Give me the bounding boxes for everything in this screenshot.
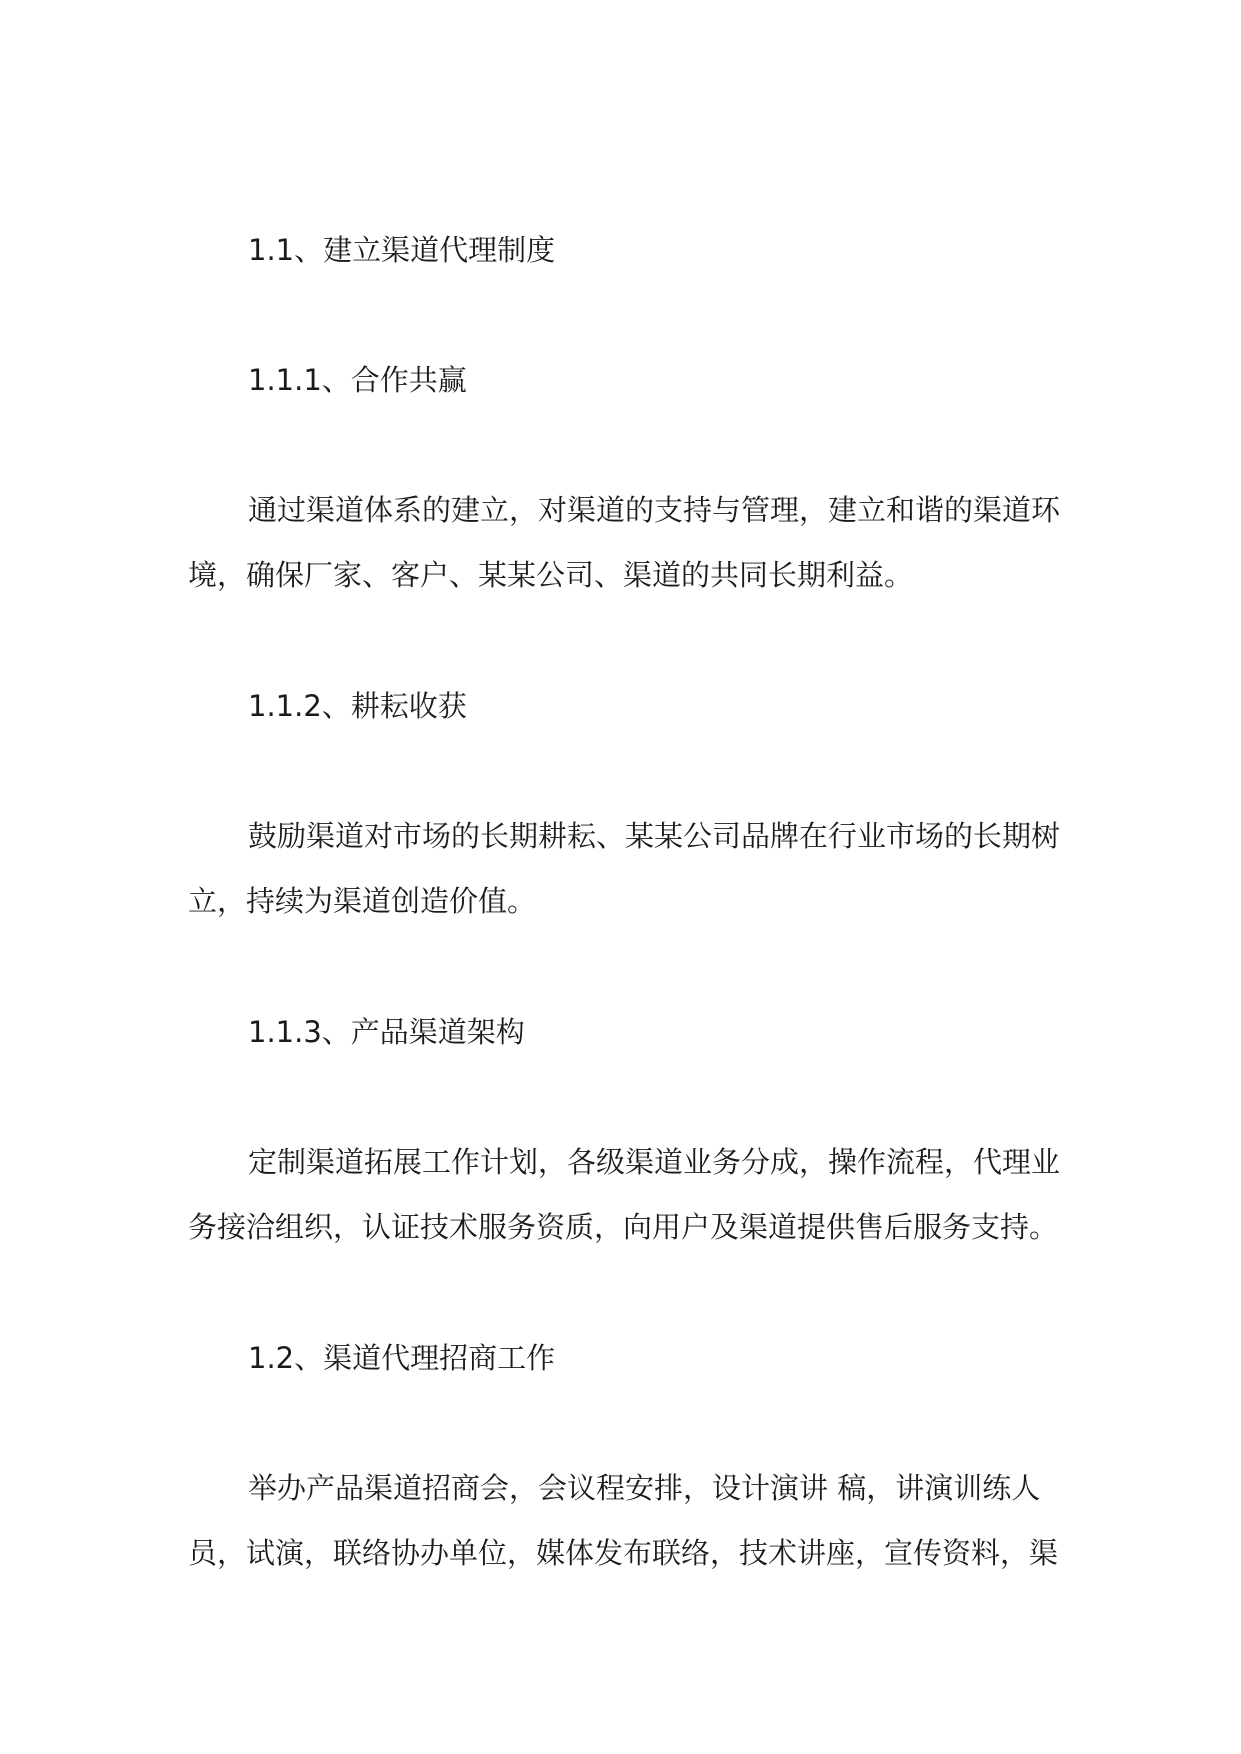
paragraph-3-line-2: 务接洽组织，认证技术服务资质，向用户及渠道提供售后服务支持。	[188, 1210, 1059, 1244]
section-heading-1-1-3: 1.1.3、产品渠道架构	[248, 1015, 525, 1049]
paragraph-2-line-1: 鼓励渠道对市场的长期耕耘、某某公司品牌在行业市场的长期树	[248, 819, 1061, 853]
section-heading-1-1-1: 1.1.1、合作共赢	[248, 363, 467, 397]
section-heading-1-1-2: 1.1.2、耕耘收获	[248, 689, 467, 723]
paragraph-4-line-2: 员，试演，联络协办单位，媒体发布联络，技术讲座，宣传资料，渠	[188, 1536, 1059, 1570]
paragraph-3-line-1: 定制渠道拓展工作计划，各级渠道业务分成，操作流程，代理业	[248, 1145, 1061, 1179]
section-heading-1-1: 1.1、建立渠道代理制度	[248, 233, 556, 267]
paragraph-4-line-1: 举办产品渠道招商会，会议程安排，设计演讲 稿，讲演训练人	[248, 1471, 1041, 1505]
section-heading-1-2: 1.2、渠道代理招商工作	[248, 1341, 556, 1375]
paragraph-2-line-2: 立，持续为渠道创造价值。	[188, 884, 537, 918]
paragraph-1-line-1: 通过渠道体系的建立，对渠道的支持与管理，建立和谐的渠道环	[248, 493, 1061, 527]
paragraph-1-line-2: 境，确保厂家、客户、某某公司、渠道的共同长期利益。	[188, 558, 914, 592]
